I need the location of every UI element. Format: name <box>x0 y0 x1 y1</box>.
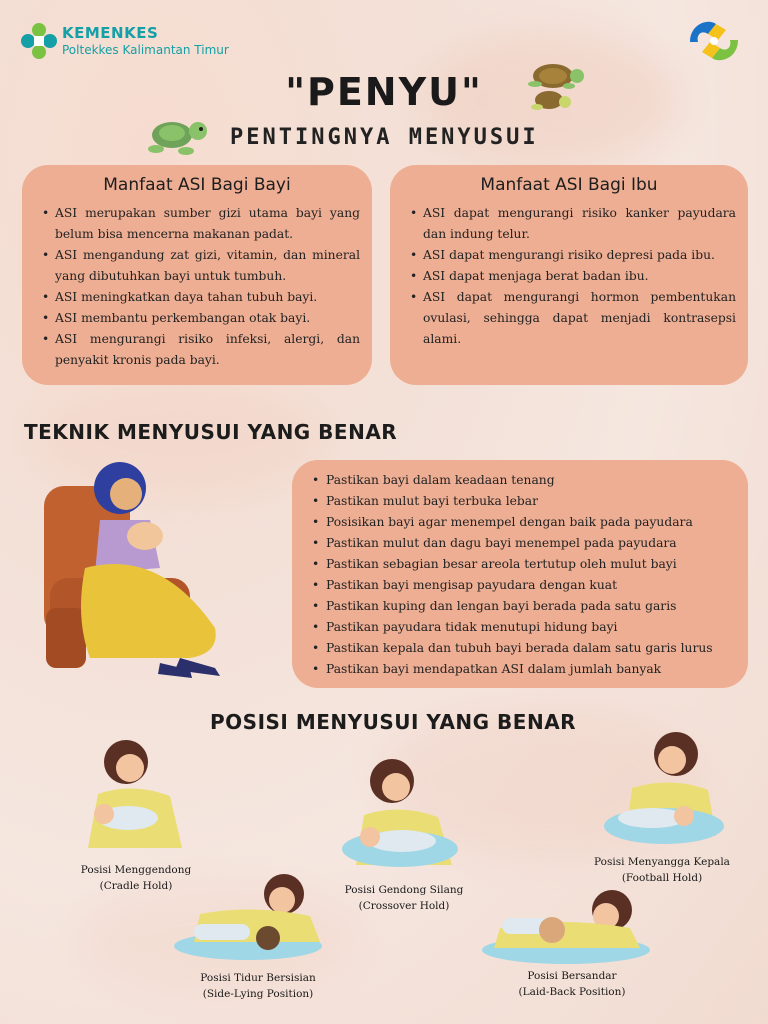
logo-subtitle: Poltekkes Kalimantan Timur <box>62 43 229 57</box>
institution-logo-icon <box>682 14 746 68</box>
list-item: • Pastikan mulut dan dagu bayi menempel pada payudara <box>312 533 730 554</box>
turtle-icon <box>515 60 591 120</box>
list-item: • Pastikan sebagian besar areola tertutup oleh mulut bayi <box>312 554 730 575</box>
list-item: • ASI meningkatkan daya tahan tubuh bayi. <box>42 287 360 308</box>
list-item: • Pastikan mulut bayi terbuka lebar <box>312 491 730 512</box>
kemenkes-logo <box>20 22 229 60</box>
benefits-mother-title: Manfaat ASI Bagi Ibu <box>480 175 658 195</box>
position-name: Posisi Menyangga Kepala <box>594 856 730 868</box>
position-label-football <box>572 854 752 886</box>
list-item: • Pastikan kepala dan tubuh bayi berada dalam satu garis lurus <box>312 638 730 659</box>
mother-in-chair-illustration <box>40 458 240 687</box>
position-english: (Laid-Back Position) <box>518 986 626 998</box>
crossover-hold-illustration <box>340 757 470 881</box>
list-item: • ASI dapat menjaga berat badan ibu. <box>410 266 736 287</box>
list-item: • Posisikan bayi agar menempel dengan baik pada payudara <box>312 512 730 533</box>
list-item: • ASI membantu perkembangan otak bayi. <box>42 308 360 329</box>
position-name: Posisi Menggendong <box>80 864 192 876</box>
position-english: (Crossover Hold) <box>358 900 450 912</box>
benefits-baby-list <box>42 203 360 371</box>
list-item: • Pastikan payudara tidak menutupi hidung bayi <box>312 617 730 638</box>
turtle-icon <box>142 113 212 165</box>
technique-heading: TEKNIK MENYUSUI YANG BENAR <box>24 420 398 444</box>
benefits-baby-title: Manfaat ASI Bagi Bayi <box>103 175 291 195</box>
position-label-crossover <box>314 882 494 914</box>
position-name: Posisi Bersandar <box>527 970 617 982</box>
list-item: • ASI mengandung zat gizi, vitamin, dan mineral yang dibutuhkan bayi untuk tumbuh. <box>42 245 360 287</box>
technique-list <box>292 460 748 680</box>
list-item: • ASI merupakan sumber gizi utama bayi yang belum bisa mencerna makanan padat. <box>42 203 360 245</box>
list-item: • ASI dapat mengurangi risiko depresi pada ibu. <box>410 245 736 266</box>
position-name: Posisi Tidur Bersisian <box>200 972 316 984</box>
list-item: • ASI dapat mengurangi risiko kanker payudara dan indung telur. <box>410 203 736 245</box>
side-lying-illustration <box>172 868 327 966</box>
list-item: • Pastikan kuping dan lengan bayi berada pada satu garis <box>312 596 730 617</box>
page-title: "PENYU" <box>285 70 483 114</box>
positions-heading: POSISI MENYUSUI YANG BENAR <box>210 710 577 734</box>
benefits-baby-card <box>22 165 372 385</box>
position-english: (Side-Lying Position) <box>202 988 314 1000</box>
position-english: (Football Hold) <box>621 872 703 884</box>
list-item: • Pastikan bayi mendapatkan ASI dalam jumlah banyak <box>312 659 730 680</box>
page-subtitle: PENTINGNYA MENYUSUI <box>230 125 539 150</box>
technique-card <box>292 460 748 688</box>
logo-title: KEMENKES <box>62 24 159 42</box>
laid-back-illustration <box>480 888 652 970</box>
list-item: • ASI mengurangi risiko infeksi, alergi, dan penyakit kronis pada bayi. <box>42 329 360 371</box>
benefits-mother-card <box>390 165 748 385</box>
benefits-mother-list <box>410 203 736 350</box>
kemenkes-cross-icon <box>20 22 58 60</box>
position-label-laid-back <box>482 968 662 1000</box>
list-item: • Pastikan bayi dalam keadaan tenang <box>312 470 730 491</box>
cradle-hold-illustration <box>78 738 188 860</box>
position-name: Posisi Gendong Silang <box>344 884 464 896</box>
list-item: • Pastikan bayi mengisap payudara dengan kuat <box>312 575 730 596</box>
position-label-side-lying <box>168 970 348 1002</box>
list-item: • ASI dapat mengurangi hormon pembentukan ovulasi, sehingga dapat menjadi kontrasepsi alami. <box>410 287 736 350</box>
football-hold-illustration <box>602 730 727 856</box>
position-english: (Cradle Hold) <box>99 880 173 892</box>
